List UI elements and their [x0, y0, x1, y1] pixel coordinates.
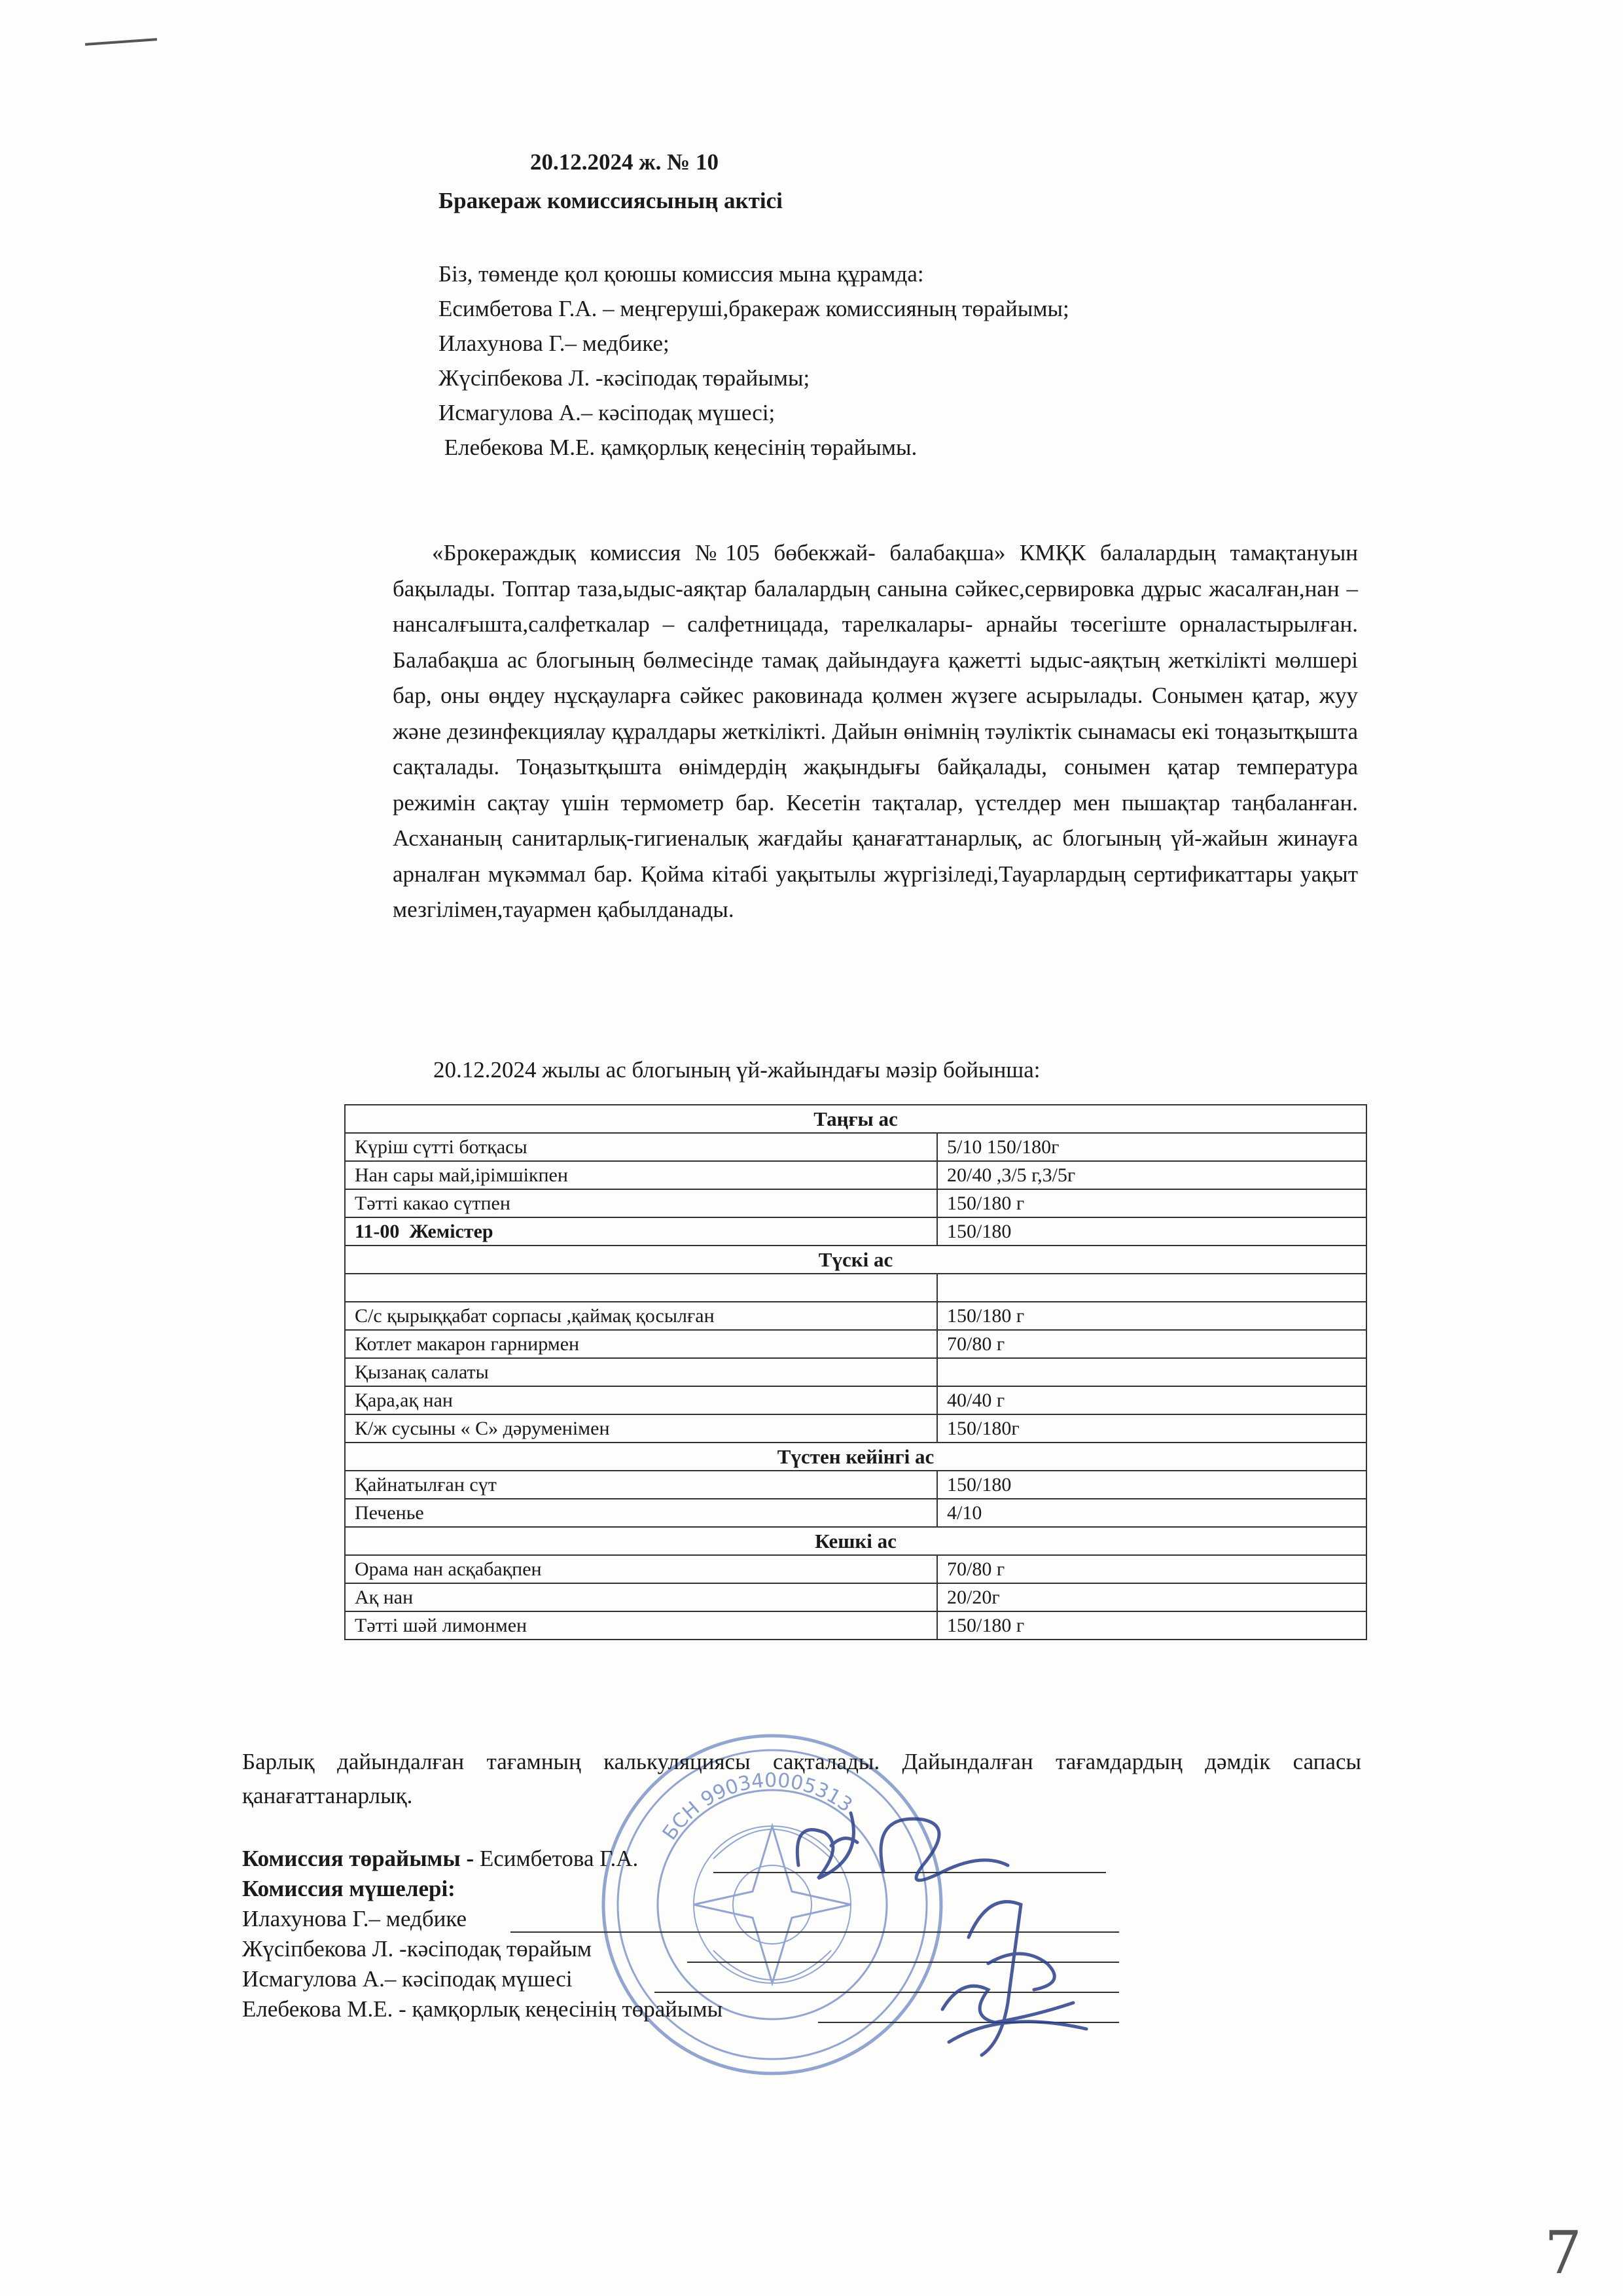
portion-cell: 70/80 г	[937, 1555, 1366, 1583]
table-row	[345, 1471, 1366, 1499]
dish-cell: Печенье	[345, 1499, 937, 1527]
section-lunch: Түскі ас	[345, 1246, 1366, 1274]
dish-cell: Ақ нан	[345, 1583, 937, 1611]
table-row	[345, 1330, 1366, 1358]
intro-lead: Біз, төменде қол қоюшы комиссия мына құрамда:	[438, 261, 924, 287]
signature-member: Илахунова Г.– медбике	[242, 1906, 467, 1931]
stamp-text: БСН 990340005313	[658, 1768, 857, 1845]
dish-cell	[345, 1274, 937, 1302]
dish-cell: Қызанақ салаты	[345, 1358, 937, 1386]
portion-cell: 150/180	[937, 1471, 1366, 1499]
page-number: 7	[1544, 2219, 1582, 2287]
table-row	[345, 1611, 1366, 1640]
table-row	[345, 1161, 1366, 1189]
dish-cell: Орама нан асқабақпен	[345, 1555, 937, 1583]
dish-cell: Тәтті шәй лимонмен	[345, 1611, 937, 1640]
commission-intro	[438, 257, 1355, 465]
portion-cell: 150/180 г	[937, 1302, 1366, 1330]
table-row	[345, 1414, 1366, 1443]
table-row	[345, 1386, 1366, 1414]
menu-intro: 20.12.2024 жылы ас блогының үй-жайындағы мәзір бойынша:	[433, 1057, 1041, 1083]
table-row	[345, 1555, 1366, 1583]
menu-table	[344, 1104, 1367, 1640]
table-row	[345, 1583, 1366, 1611]
signature-member: Исмагулова А.– кәсіподақ мүшесі	[242, 1966, 573, 1992]
dish-cell: Котлет макарон гарнирмен	[345, 1330, 937, 1358]
inspection-paragraph: «Брокераждық комиссия №105 бөбекжай- балабақша» КМҚК балалардың тамақтануын бақылады. Топтар таза,ыдыс-аяқтар балалардың санына сәйкес,сервировка дұрыс жасалған,нан –нансалғышта,салфеткалар – салфетницада, тарелкалары- арнайы төсегіште орналастырылған. Балабақша ас блогының бөлмесінде тамақ дайындауға қажетті ыдыс-аяқтың жеткілікті мөлшері бар, оны өңдеу нұсқауларға сәйкес раковинада қолмен жүзеге асырылады. Сонымен қатар, жуу және дезинфекциялау құралдары жеткілікті. Дайын өнімнің тәуліктік сынамасы екі тоңазытқышта сақталады. Тоңазытқышта өнімдердің жақындығы байқалады, сонымен қатар температура режимін сақтау үшін термометр бар. Кесетін тақталар, үстелдер мен пышақтар таңбаланған. Асхананың санитарлық-гигиеналық жағдайы қанағаттанарлық, ас блогының үй-жайын жинауға арналған мүкәммал бар. Қойма кітабі уақытылы жүргізіледі,Тауарлардың сертификаттары уақыт мезгілімен,тауармен қабылданады.	[393, 540, 1358, 922]
chair-label: Комиссия төрайымы -	[242, 1846, 480, 1871]
portion-cell	[937, 1274, 1366, 1302]
closing-paragraph: Барлық дайындалған тағамның калькуляциясы сақталады. Дайындалған тағамдардың дәмдік сапасы қанағаттанарлық.	[242, 1749, 1361, 1808]
dish-cell: Күріш сүтті ботқасы	[345, 1133, 937, 1161]
document-date-number: 20.12.2024 ж. № 10	[530, 149, 719, 175]
scan-mark	[85, 38, 157, 46]
portion-cell: 70/80 г	[937, 1330, 1366, 1358]
handwritten-signatures-icon	[772, 1793, 1139, 2088]
members-label: Комиссия мүшелері:	[242, 1876, 455, 1901]
member-line: Елебекова М.Е. қамқорлық кеңесінің төрайымы.	[438, 435, 918, 460]
portion-cell: 150/180г	[937, 1414, 1366, 1443]
portion-cell: 150/180 г	[937, 1611, 1366, 1640]
dish-cell: 11-00 Жемістер	[345, 1217, 937, 1246]
member-line: Есимбетова Г.А. – меңгеруші,бракераж комиссияның төрайымы;	[438, 296, 1069, 321]
portion-cell: 4/10	[937, 1499, 1366, 1527]
member-line: Исмагулова А.– кәсіподақ мүшесі;	[438, 400, 776, 425]
signature-member: Жүсіпбекова Л. -кәсіподақ төрайым	[242, 1936, 592, 1962]
table-row	[345, 1189, 1366, 1217]
signature-member: Елебекова М.Е. - қамқорлық кеңесінің төрайымы	[242, 1996, 723, 2022]
portion-cell: 150/180	[937, 1217, 1366, 1246]
member-line: Илахунова Г.– медбике;	[438, 331, 669, 356]
document-title: Бракераж комиссиясының актісі	[438, 188, 783, 213]
dish-cell: Қара,ақ нан	[345, 1386, 937, 1414]
section-dinner: Кешкі ас	[345, 1527, 1366, 1555]
table-row	[345, 1133, 1366, 1161]
table-row	[345, 1358, 1366, 1386]
portion-cell: 150/180 г	[937, 1189, 1366, 1217]
dish-cell: К/ж сусыны « С» дәруменімен	[345, 1414, 937, 1443]
table-row	[345, 1217, 1366, 1246]
portion-cell: 40/40 г	[937, 1386, 1366, 1414]
table-row	[345, 1274, 1366, 1302]
portion-cell	[937, 1358, 1366, 1386]
portion-cell: 5/10 150/180г	[937, 1133, 1366, 1161]
portion-cell: 20/20г	[937, 1583, 1366, 1611]
member-line: Жүсіпбекова Л. -кәсіподақ төрайымы;	[438, 365, 810, 391]
dish-cell: Тәтті какао сүтпен	[345, 1189, 937, 1217]
section-breakfast: Таңғы ас	[345, 1105, 1366, 1133]
portion-cell: 20/40 ,3/5 г,3/5г	[937, 1161, 1366, 1189]
table-row	[345, 1499, 1366, 1527]
dish-cell: Қайнатылған сүт	[345, 1471, 937, 1499]
dish-cell: Нан сары май,ірімшікпен	[345, 1161, 937, 1189]
section-afternoon-snack: Түстен кейінгі ас	[345, 1443, 1366, 1471]
chair-name: Есимбетова Г.А.	[479, 1846, 639, 1871]
dish-cell: С/с қырыққабат сорпасы ,қаймақ қосылған	[345, 1302, 937, 1330]
table-row	[345, 1302, 1366, 1330]
